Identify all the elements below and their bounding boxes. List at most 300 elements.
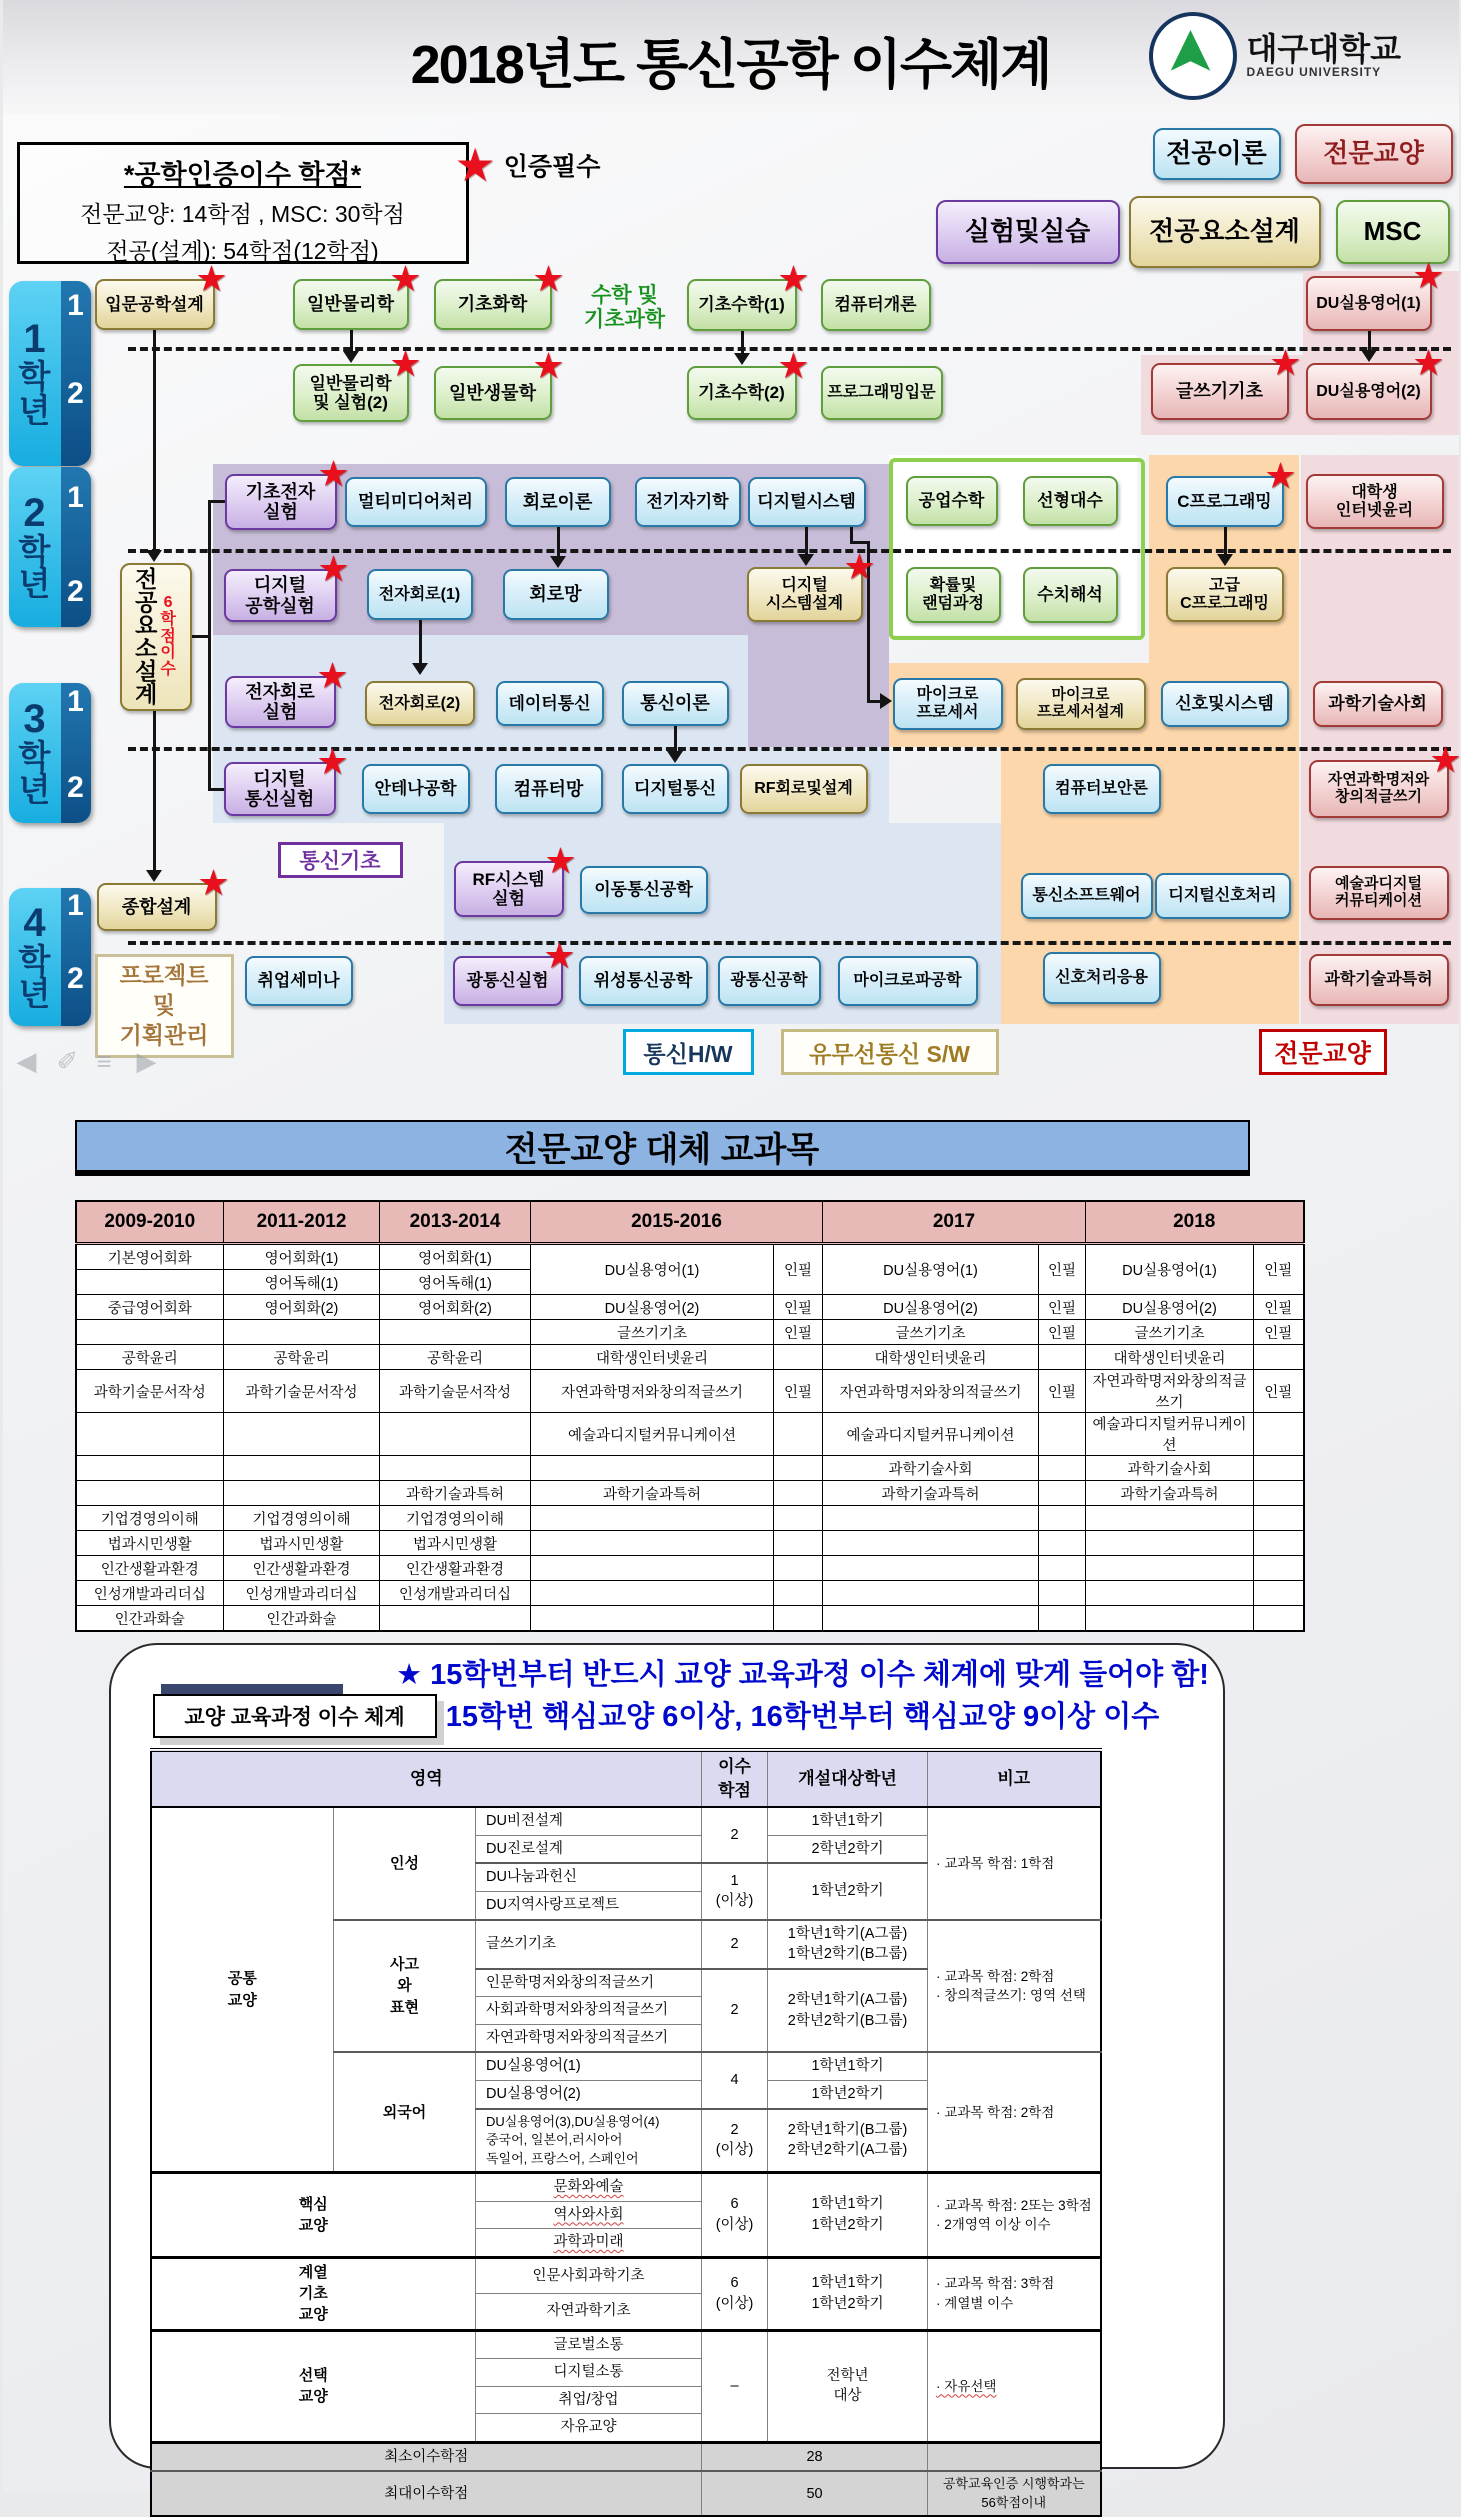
course-box: 디지털통신 xyxy=(622,764,729,814)
required-star-icon: ★ xyxy=(532,258,565,299)
required-star-icon: ★ xyxy=(317,453,350,494)
course-box: 이동통신공학 xyxy=(580,866,708,914)
course-box: 대학생 인터넷윤리 xyxy=(1306,474,1444,529)
course-box: 광통신공학 xyxy=(718,956,821,1006)
course-box: 광통신실험 ★ xyxy=(453,956,563,1006)
ge-table-row xyxy=(151,2442,1101,2471)
ge-header-cell: 영역 xyxy=(151,1750,702,1807)
substitute-course-cell xyxy=(774,1581,823,1606)
substitute-table-row xyxy=(76,1320,1304,1345)
ge-table-cell: · 교과목 학점: 3학점 · 계열별 이수 xyxy=(928,2257,1101,2330)
substitute-course-cell xyxy=(1039,1413,1086,1456)
substitute-course-cell: 과학기술문서작성 xyxy=(224,1370,380,1413)
course-box: C프로그래밍 ★ xyxy=(1166,476,1284,527)
course-box: 자연과학명저와 창의적글쓰기 ★ xyxy=(1309,760,1449,818)
ge-table-row xyxy=(151,2172,1101,2201)
ge-table-cell: · 교과목 학점: 1학점 xyxy=(928,1807,1101,1919)
ge-table-row xyxy=(151,1807,1101,1835)
required-star-icon: ★ xyxy=(1412,342,1445,383)
substitute-course-cell: 글쓰기기초 xyxy=(1086,1320,1254,1345)
logo-leaf-shape xyxy=(1169,30,1213,78)
ge-table-cell: 1학년1학기(A그룹) 1학년2학기(B그룹) xyxy=(768,1920,928,1969)
ge-table-cell: 2 (이상) xyxy=(702,2109,768,2173)
ge-table-cell: 취업/창업 xyxy=(476,2386,702,2414)
substitute-course-cell xyxy=(1254,1531,1304,1556)
ge-table-cell: 디지털소통 xyxy=(476,2359,702,2387)
substitute-course-cell: 영어회화(2) xyxy=(224,1295,380,1320)
substitute-table-row xyxy=(76,1531,1304,1556)
substitute-course-cell xyxy=(531,1456,774,1481)
course-box: 과학기술과특허 xyxy=(1309,954,1449,1006)
course-box: 종합설계 ★ xyxy=(97,883,217,931)
prereq-arrowhead-10 xyxy=(146,870,162,882)
substitute-course-cell: DU실용영어(1) xyxy=(531,1244,774,1295)
semester-2-label: 2 xyxy=(67,962,84,995)
course-box: 전자회로(2) xyxy=(365,681,475,726)
semester-2-label: 2 xyxy=(67,771,84,804)
substitute-table-row xyxy=(76,1606,1304,1632)
ge-table-cell: 2 xyxy=(702,1969,768,2053)
substitute-table-row xyxy=(76,1556,1304,1581)
required-star-icon: ★ xyxy=(389,343,422,384)
substitute-course-cell: 인성개발과리더십 xyxy=(380,1581,531,1606)
substitute-course-cell xyxy=(1039,1481,1086,1506)
substitute-course-cell xyxy=(1039,1581,1086,1606)
substitute-course-cell xyxy=(1086,1506,1254,1531)
tag-wired-wireless-sw: 유무선통신 S/W xyxy=(781,1029,999,1075)
ge-table-cell: 과학과미래 xyxy=(476,2229,702,2258)
substitute-header-row xyxy=(76,1201,1304,1244)
prereq-arrow-7 xyxy=(1224,527,1227,556)
ge-table-cell: DU진로설계 xyxy=(476,1835,702,1863)
ge-table-cell: 1학년1학기 1학년2학기 xyxy=(768,2257,928,2330)
project-management-box: 프로젝트 및 기획관리 xyxy=(95,954,234,1058)
course-box: 마이크로파공학 xyxy=(838,956,978,1006)
certification-line2: 전공(설계): 54학점(12학점) xyxy=(106,238,379,264)
substitute-course-cell: 인성개발과리더십 xyxy=(76,1581,224,1606)
connector-line-4 xyxy=(189,635,209,638)
required-star-icon: ★ xyxy=(1412,255,1445,296)
substitute-course-cell: 공학윤리 xyxy=(224,1345,380,1370)
substitute-table-row xyxy=(76,1244,1304,1270)
substitute-course-cell: 대학생인터넷윤리 xyxy=(823,1345,1039,1370)
substitute-course-cell xyxy=(823,1556,1039,1581)
substitute-course-cell xyxy=(1254,1581,1304,1606)
substitute-course-cell: 인간과화술 xyxy=(76,1606,224,1632)
substitute-course-cell: 기본영어회화 xyxy=(76,1244,224,1270)
substitute-course-cell xyxy=(1086,1531,1254,1556)
nav-menu-icon[interactable]: ≡ xyxy=(96,1046,112,1076)
substitute-course-cell: 공학윤리 xyxy=(76,1345,224,1370)
year-label-4: 4 학 년 xyxy=(18,900,51,1013)
substitute-course-cell: 인필 xyxy=(1254,1295,1304,1320)
ge-table-cell: DU비전설계 xyxy=(476,1807,702,1835)
substitute-course-cell xyxy=(774,1481,823,1506)
course-box: 마이크로 프로세서설계 xyxy=(1016,678,1146,730)
substitute-course-cell: DU실용영어(1) xyxy=(1086,1244,1254,1295)
ge-table-cell: 사회과학명저와창의적글쓰기 xyxy=(476,1997,702,2025)
page-title: 2018년도 통신공학 이수체계 xyxy=(410,35,1051,95)
course-box: 수치해석 xyxy=(1023,567,1118,623)
substitute-course-cell xyxy=(380,1606,531,1632)
required-star-icon: ★ xyxy=(1264,455,1297,496)
tag-professional-ge: 전문교양 xyxy=(1259,1029,1387,1075)
substitute-course-cell: 인필 xyxy=(1039,1370,1086,1413)
substitute-course-cell xyxy=(1086,1556,1254,1581)
substitute-course-cell xyxy=(76,1456,224,1481)
ge-table-cell: 공학교육인증 시행학과는 56학점이내 xyxy=(928,2471,1101,2516)
substitute-course-cell: 인필 xyxy=(774,1320,823,1345)
course-box: 일반물리학 ★ xyxy=(293,279,409,330)
connector-line-8 xyxy=(867,700,881,703)
year-label-1: 1 학 년 xyxy=(18,317,51,429)
substitute-course-cell xyxy=(774,1606,823,1632)
course-box: RF회로및설계 xyxy=(740,764,868,814)
course-box: 디지털 통신실험 ★ xyxy=(224,762,336,816)
substitute-course-cell: 인필 xyxy=(1039,1320,1086,1345)
substitute-course-cell xyxy=(224,1320,380,1345)
ge-table-cell: 문화와예술 xyxy=(476,2172,702,2201)
substitute-course-cell: 자연과학명저와창의적글쓰기 xyxy=(823,1370,1039,1413)
course-box: 기초전자 실험 ★ xyxy=(225,474,337,530)
ge-header-row xyxy=(151,1750,1101,1807)
course-box: 기초수학(1) ★ xyxy=(687,279,797,331)
substitute-course-cell: 예술과디지털커뮤니케이션 xyxy=(531,1413,774,1456)
course-box: 일반생물학 ★ xyxy=(434,366,552,420)
substitute-course-cell: 글쓰기기초 xyxy=(531,1320,774,1345)
substitute-course-cell: 공학윤리 xyxy=(380,1345,531,1370)
prereq-arrow-8 xyxy=(419,620,422,665)
course-box: 기초수학(2) ★ xyxy=(687,366,797,420)
substitute-course-cell: 인필 xyxy=(1254,1370,1304,1413)
ge-table-cell: 2 xyxy=(702,1920,768,1969)
substitute-course-cell xyxy=(1086,1606,1254,1632)
course-box: 전자회로(1) xyxy=(367,569,473,620)
ge-table-row xyxy=(151,2257,1101,2293)
substitute-course-cell xyxy=(823,1606,1039,1632)
substitute-course-cell xyxy=(224,1413,380,1456)
required-star-icon: ★ xyxy=(532,345,565,386)
required-star-icon: ★ xyxy=(316,655,349,696)
substitute-course-cell xyxy=(224,1481,380,1506)
ge-table-cell: 공통 교양 xyxy=(151,1807,334,2172)
substitute-table-row xyxy=(76,1295,1304,1320)
prereq-arrow-4 xyxy=(153,330,156,552)
ge-tab-accent-bar xyxy=(161,1684,343,1694)
substitute-course-cell xyxy=(76,1320,224,1345)
semester-1-label: 1 xyxy=(67,685,84,718)
required-star-icon: ★ xyxy=(1269,342,1302,383)
prereq-arrow-9 xyxy=(674,726,677,753)
substitute-year-header: 2015-2016 xyxy=(531,1201,823,1244)
prereq-arrowhead-4 xyxy=(146,550,162,562)
substitute-course-cell xyxy=(774,1556,823,1581)
prereq-arrow-2 xyxy=(741,331,744,355)
substitute-table-row xyxy=(76,1456,1304,1481)
ge-table-cell: · 교과목 학점: 2학점 · 창의적글쓰기: 영역 선택 xyxy=(928,1920,1101,2053)
year-band-3 xyxy=(9,683,91,823)
substitute-course-cell xyxy=(1254,1481,1304,1506)
ge-table-row xyxy=(151,2330,1101,2359)
required-star-icon: ★ xyxy=(316,741,349,782)
connector-line-2 xyxy=(208,500,225,503)
ge-tab-label: 교양 교육과정 이수 체계 xyxy=(153,1694,437,1738)
prereq-arrow-1 xyxy=(350,330,353,353)
substitute-course-table xyxy=(75,1200,1305,1632)
ge-table-cell: DU실용영어(3),DU실용영어(4) 중국어, 일본어,러시아어 독일어, 프랑스어, 스페인어 xyxy=(476,2109,702,2173)
slide-page xyxy=(3,0,1461,2510)
ge-table-cell: – xyxy=(702,2330,768,2442)
ge-table-cell: 6 (이상) xyxy=(702,2172,768,2257)
substitute-course-cell: 인간생활과환경 xyxy=(76,1556,224,1581)
ge-table-cell: 인성 xyxy=(334,1807,476,1919)
course-box: 회로망 xyxy=(503,569,609,620)
year-label-2: 2 학 년 xyxy=(18,490,51,603)
connector-line-1 xyxy=(208,500,211,790)
required-star-icon: ★ xyxy=(197,862,230,903)
semester-strip-2 xyxy=(61,467,91,627)
course-box: 멀티미디어처리 xyxy=(345,477,487,527)
substitute-course-cell xyxy=(76,1270,224,1295)
substitute-course-cell: 인간생활과환경 xyxy=(224,1556,380,1581)
ge-table-cell: 2학년1학기(A그룹) 2학년2학기(B그룹) xyxy=(768,1969,928,2053)
semester-strip-1 xyxy=(61,281,91,466)
substitute-course-cell: 인필 xyxy=(1254,1320,1304,1345)
substitute-course-cell xyxy=(1039,1556,1086,1581)
course-box: 글쓰기기초 ★ xyxy=(1151,363,1289,420)
ge-header-cell: 개설대상학년 xyxy=(768,1750,928,1807)
university-logo-icon xyxy=(1149,12,1237,100)
ge-notice-line2: 15학번 핵심교양 6이상, 16학번부터 핵심교양 9이상 이수 xyxy=(445,1701,1160,1733)
course-box: 위성통신공학 xyxy=(579,956,708,1006)
course-box: 선형대수 xyxy=(1023,476,1118,526)
substitute-course-cell: 인간과화술 xyxy=(224,1606,380,1632)
course-box: DU실용영어(2) ★ xyxy=(1306,363,1432,420)
course-box: 안테나공학 xyxy=(362,764,470,814)
substitute-course-cell: 인필 xyxy=(774,1370,823,1413)
certification-credit-box xyxy=(17,142,469,264)
substitute-course-cell: 과학기술문서작성 xyxy=(76,1370,224,1413)
ge-table-cell: DU지역사랑프로젝트 xyxy=(476,1891,702,1919)
semester-2-label: 2 xyxy=(67,575,84,608)
substitute-year-header: 2009-2010 xyxy=(76,1201,224,1244)
prereq-arrowhead-3 xyxy=(1361,350,1377,362)
substitute-course-cell: 법과시민생활 xyxy=(224,1531,380,1556)
course-box: 컴퓨터망 xyxy=(495,764,603,814)
connector-line-3 xyxy=(208,788,225,791)
ge-table-cell: 1학년2학기 xyxy=(768,1863,928,1919)
required-star-icon: ★ xyxy=(454,139,496,191)
substitute-table-row xyxy=(76,1481,1304,1506)
ge-table-cell: 사고 와 표현 xyxy=(334,1920,476,2053)
substitute-course-cell: 글쓰기기초 xyxy=(823,1320,1039,1345)
substitute-course-cell: 과학기술사회 xyxy=(1086,1456,1254,1481)
ge-table-cell: 28 xyxy=(702,2442,928,2471)
course-box: 고급 C프로그래밍 xyxy=(1166,567,1284,622)
substitute-course-cell xyxy=(1254,1506,1304,1531)
substitute-course-cell xyxy=(380,1320,531,1345)
prereq-arrowhead-2 xyxy=(734,353,750,365)
course-box: 과학기술사회 xyxy=(1313,681,1443,727)
substitute-course-cell: 기업경영의이해 xyxy=(224,1506,380,1531)
course-box: 통신이론 xyxy=(622,681,729,726)
nav-back-icon[interactable]: ◀ xyxy=(16,1046,37,1076)
semester-2-label: 2 xyxy=(67,377,84,410)
substitute-course-cell: 과학기술과특허 xyxy=(823,1481,1039,1506)
substitute-course-cell xyxy=(774,1531,823,1556)
substitute-course-cell xyxy=(1254,1556,1304,1581)
element-design-credit-note: 6 학 점 이 수 xyxy=(160,594,176,679)
legend-MSC: MSC xyxy=(1336,200,1450,264)
ge-table-cell: DU실용영어(1) xyxy=(476,2052,702,2080)
prereq-arrowhead-1 xyxy=(343,351,359,363)
substitute-course-cell xyxy=(76,1481,224,1506)
tag-comm-hw: 통신H/W xyxy=(623,1029,754,1075)
substitute-course-cell: 예술과디지털커뮤니케이션 xyxy=(1086,1413,1254,1456)
substitute-course-cell: 인필 xyxy=(1039,1295,1086,1320)
course-box: 취업세미나 xyxy=(245,956,353,1006)
substitute-course-cell: 자연과학명저와창의적글쓰기 xyxy=(1086,1370,1254,1413)
required-star-icon: ★ xyxy=(544,840,577,881)
prereq-arrowhead-9 xyxy=(667,751,683,763)
ge-notice-line1: ★ 15학번부터 반드시 교양 교육과정 이수 체계에 맞게 들어야 함! xyxy=(396,1659,1209,1691)
substitute-course-cell: DU실용영어(2) xyxy=(531,1295,774,1320)
substitute-course-cell: DU실용영어(2) xyxy=(1086,1295,1254,1320)
substitute-course-cell: 과학기술과특허 xyxy=(531,1481,774,1506)
legend-전공요소설계: 전공요소설계 xyxy=(1129,196,1321,268)
semester-strip-3 xyxy=(61,683,91,823)
ge-table-cell: · 교과목 학점: 2또는 3학점 · 2개영역 이상 이수 xyxy=(928,2172,1101,2257)
course-box: 전자회로 실험 ★ xyxy=(225,676,336,728)
course-box: 입문공학설계 ★ xyxy=(95,279,215,330)
required-star-icon: ★ xyxy=(543,935,576,976)
required-star-icon: ★ xyxy=(1429,739,1461,780)
required-star-icon: ★ xyxy=(389,258,422,299)
ge-table-cell xyxy=(928,2442,1101,2471)
required-note-label: 인증필수 xyxy=(503,153,601,181)
course-box: 디지털시스템 xyxy=(748,477,866,527)
substitute-course-cell xyxy=(774,1345,823,1370)
substitute-course-cell xyxy=(774,1456,823,1481)
substitute-course-cell: 자연과학명저와창의적글쓰기 xyxy=(531,1370,774,1413)
nav-forward-icon[interactable]: ▶ xyxy=(136,1046,157,1076)
university-logo xyxy=(1149,12,1402,100)
prereq-arrowhead-5 xyxy=(550,556,566,568)
certification-heading: *공학인증이수 학점* xyxy=(123,160,362,190)
required-star-icon: ★ xyxy=(195,258,228,299)
course-box: 컴퓨터보안론 xyxy=(1043,764,1161,814)
year-band-2 xyxy=(9,467,91,627)
required-note xyxy=(454,139,601,191)
substitute-course-cell: 영어회화(2) xyxy=(380,1295,531,1320)
substitute-table-row xyxy=(76,1370,1304,1413)
course-box: 신호및시스템 xyxy=(1161,681,1289,727)
course-box: 디지털신호처리 xyxy=(1155,873,1291,919)
substitute-course-cell: 인성개발과리더십 xyxy=(224,1581,380,1606)
substitute-course-cell: 영어회화(1) xyxy=(224,1244,380,1270)
ge-table-cell: 선택 교양 xyxy=(151,2330,476,2442)
substitute-course-cell xyxy=(380,1413,531,1456)
substitute-year-header: 2013-2014 xyxy=(380,1201,531,1244)
semester-strip-4 xyxy=(61,888,91,1026)
substitute-course-cell: 대학생인터넷윤리 xyxy=(531,1345,774,1370)
substitute-course-cell: 법과시민생활 xyxy=(380,1531,531,1556)
semester-1-label: 1 xyxy=(67,889,84,922)
substitute-year-header: 2017 xyxy=(823,1201,1086,1244)
course-box: 공업수학 xyxy=(906,476,998,526)
ge-table-cell: 2 xyxy=(702,1807,768,1863)
substitute-course-cell xyxy=(1039,1531,1086,1556)
substitute-course-cell xyxy=(1086,1581,1254,1606)
required-star-icon: ★ xyxy=(843,546,876,587)
substitute-course-cell: DU실용영어(2) xyxy=(823,1295,1039,1320)
substitute-course-cell: 인필 xyxy=(774,1295,823,1320)
university-name-en: DAEGU UNIVERSITY xyxy=(1246,65,1382,79)
legend-전문교양: 전문교양 xyxy=(1295,124,1453,184)
course-box: 회로이론 xyxy=(505,477,611,527)
substitute-course-cell: 과학기술과특허 xyxy=(1086,1481,1254,1506)
ge-table-cell: 자연과학기초 xyxy=(476,2294,702,2330)
substitute-course-cell: 인필 xyxy=(1254,1244,1304,1295)
substitute-course-cell: 예술과디지털커뮤니케이션 xyxy=(823,1413,1039,1456)
substitute-course-cell xyxy=(224,1456,380,1481)
ge-curriculum-table xyxy=(150,1748,1102,2517)
required-star-icon: ★ xyxy=(777,345,810,386)
ge-table-cell: 2학년2학기 xyxy=(768,1835,928,1863)
prereq-arrow-10 xyxy=(153,707,156,872)
course-box: 디지털 공학실험 ★ xyxy=(224,569,337,622)
substitute-course-cell xyxy=(380,1456,531,1481)
substitute-course-cell: 중급영어회화 xyxy=(76,1295,224,1320)
prereq-arrowhead-8 xyxy=(412,663,428,675)
ge-table-cell: 1학년1학기 xyxy=(768,1807,928,1835)
ge-table-cell: 1학년1학기 1학년2학기 xyxy=(768,2172,928,2257)
substitute-course-cell xyxy=(1254,1413,1304,1456)
substitute-course-cell: 인필 xyxy=(1039,1244,1086,1295)
substitute-course-cell: 기업경영의이해 xyxy=(380,1506,531,1531)
substitute-course-cell xyxy=(531,1581,774,1606)
course-box: 통신소프트웨어 xyxy=(1021,873,1153,919)
substitute-course-cell xyxy=(1254,1345,1304,1370)
substitute-table-row xyxy=(76,1581,1304,1606)
substitute-course-cell xyxy=(823,1531,1039,1556)
ge-table-cell: DU나눔과헌신 xyxy=(476,1863,702,1891)
course-box: 디지털 시스템설계 ★ xyxy=(747,567,863,622)
substitute-course-cell: 영어회화(1) xyxy=(380,1244,531,1270)
ge-table-cell: 6 (이상) xyxy=(702,2257,768,2330)
substitute-course-cell xyxy=(531,1506,774,1531)
course-box: RF시스템 실험 ★ xyxy=(454,861,564,917)
substitute-course-cell: 영어독해(1) xyxy=(224,1270,380,1295)
nav-pen-icon[interactable]: ✐ xyxy=(56,1046,79,1076)
substitute-table-title: 전문교양 대체 교과목 xyxy=(75,1120,1250,1176)
substitute-course-cell xyxy=(531,1606,774,1632)
substitute-table-row xyxy=(76,1413,1304,1456)
substitute-course-cell: DU실용영어(1) xyxy=(823,1244,1039,1295)
math-basic-science-note: 수학 및 기초과학 xyxy=(583,284,666,332)
substitute-course-cell: 기업경영의이해 xyxy=(76,1506,224,1531)
ge-table-cell: 계열 기초 교양 xyxy=(151,2257,476,2330)
substitute-course-cell xyxy=(823,1506,1039,1531)
required-star-icon: ★ xyxy=(317,548,350,589)
year-band-4 xyxy=(9,888,91,1026)
ge-header-cell: 이수 학점 xyxy=(702,1750,768,1807)
prereq-arrowhead-7 xyxy=(1217,554,1233,566)
substitute-course-cell xyxy=(1039,1506,1086,1531)
course-box: 컴퓨터개론 xyxy=(821,279,931,331)
ge-table-cell: 전학년 대상 xyxy=(768,2330,928,2442)
ge-table-cell: 최소이수학점 xyxy=(151,2442,702,2471)
